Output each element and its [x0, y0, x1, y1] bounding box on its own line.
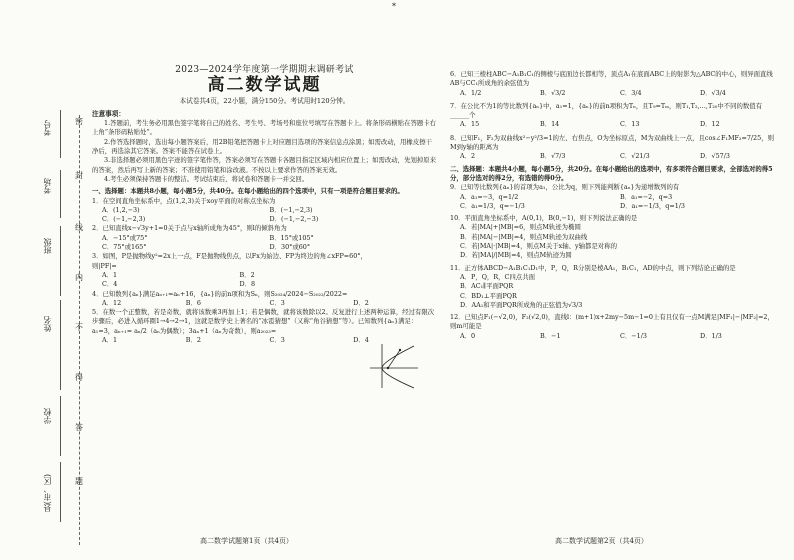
notice-item: 3.非选择题必须用黑色字迹的签字笔作答，答案必须写在答题卡各题目指定区域内相应位置上；如需改动，先划掉原来的答案，然后再写上新的答案；不准使用铅笔和涂改液。不按以上要求作答的答案无效。 — [92, 156, 437, 174]
field-name: 姓名 — [43, 316, 52, 332]
option: C．13 — [620, 120, 640, 129]
notice-item: 4.考生必须保持答题卡的整洁。考试结束后，将试卷和答题卡一并交回。 — [104, 174, 309, 183]
option: C．(−1,−2,3) — [102, 215, 146, 224]
page-title: 高二数学试题 — [207, 75, 322, 96]
seal-char: 线 — [75, 223, 83, 232]
notice-item: 1.答题前，考生务必用黑色签字笔将自己的姓名、考生号、考场号和座位号填写在答题卡上。将条形码横贴在答题卡右上角“条形码粘贴处”。 — [92, 119, 437, 137]
question-options — [92, 299, 437, 308]
option: D．AA₁和平面PQR所成角的正弦值为√3/3 — [460, 300, 583, 309]
option: B．a₁=−2，q=3 — [620, 192, 673, 201]
option: D．a₁=−1/3，q=1/3 — [620, 201, 686, 210]
option: C．75°或165° — [102, 243, 147, 252]
right-column — [450, 70, 780, 341]
option: A．12 — [102, 298, 122, 307]
option: D．8 — [239, 280, 256, 289]
question-stem: 11．正方体ABCD−A₁B₁C₁D₁中，P，Q，R分别是棱AA₁，B₁C₁，AD的中点，则下列结论正确的是 — [450, 263, 736, 272]
option: A．0 — [460, 331, 476, 340]
question-stem: 8．已知F₁，F₂为双曲线x²−y²/3=1的左、右焦点，O为坐标原点，M为双曲线上一点，且cos∠F₁MF₂=7/25，则M到y轴的距离为 — [450, 133, 774, 152]
option: A．1/2 — [460, 88, 482, 97]
question-options — [92, 234, 437, 253]
question-options — [450, 273, 780, 310]
option: D．30°或60° — [269, 243, 311, 252]
option: D．√57/3 — [700, 152, 730, 161]
notice-item: 2.作答选择题时，选出每小题答案后，用2B铅笔把答题卡上对应题目选项的答案信息点涂黑；如需改动，用橡皮擦干净后，再选涂其它答案。答案不能答在试卷上。 — [92, 137, 432, 156]
option: D．2 — [353, 298, 369, 307]
question-stem: 12．已知点F₁(−√2,0)，F₂(√2,0)，直线l：(m+1)x+2my−5m−1=0上有且仅有一点M满足|MF₁|−|MF₂|=2，则m可能是 — [450, 313, 774, 331]
question-stem: 4．已知数列{aₙ}满足aₙ₊₁=aₙ+16，{aₙ}的前n项和为Sₙ，则S₂₀₂₄/2024−S₂₀₂₂/2022= — [92, 289, 348, 298]
option: C．3 — [269, 298, 285, 307]
option: C．−1/3 — [620, 331, 647, 340]
blank-line — [60, 110, 61, 158]
top-mark: * — [392, 2, 396, 11]
blank-line — [60, 300, 61, 390]
option: D．1/3 — [700, 331, 722, 340]
seal-char: 密 — [75, 117, 83, 126]
option: B．(−1,−2,3) — [269, 205, 313, 214]
section-heading: 一、选择题：本题共8小题，每小题5分，共40分。在每小题给出的四个选项中，只有一项是符合题目要求的。 — [92, 187, 404, 196]
option: A．1 — [102, 336, 118, 345]
question-stem: 2．已知直线x−√3y+1=0关于点与x轴所成角为45°，则l的倾斜角为 — [92, 224, 287, 233]
option: C．a₁=1/3，q=−1/3 — [460, 201, 525, 210]
question-stem: 9．已知等比数列{aₙ}的首项为a₁，公比为q，则下列能判断{aₙ}为递增数列的有 — [450, 183, 680, 192]
option: B．若|MA|−|MB|=4，则点M轨迹为双曲线 — [460, 232, 588, 241]
parabola-figure — [368, 342, 420, 390]
point-p-marker — [399, 349, 401, 351]
binding-strip — [0, 0, 70, 560]
blank-line — [60, 170, 61, 218]
option: A．2 — [460, 152, 476, 161]
option: B．−1 — [540, 331, 561, 340]
field-county: 县(市、区) — [43, 474, 52, 513]
seal-char: 不 — [75, 323, 83, 332]
question-stem: 5．在数一个正整数，若是奇数，就将该数乘3再加上1；若是偶数，就将该数除以2。反复进行上述两种运算，经过有限次步骤后，必进入循环圈1→4→2→1，这就是数学史上著名的“冰雹猜想”（又称“角谷猜想”等）。已知数列{aₙ}满足：a₁=3，aₙ₊₁= aₙ/2（aₙ为偶数）；3aₙ+1（aₙ为奇数），则a₂₀₂₃= — [92, 308, 435, 335]
field-exam-number: 考号 — [43, 120, 52, 136]
question-stem: 3．如图，P是抛物线y²=2x上一点，F是抛物线焦点，以Fx为始边、FP为终边的角∠xFP=60°，则|PF|= — [92, 252, 367, 270]
question-options — [92, 271, 437, 290]
seal-char: 得 — [75, 373, 83, 382]
focus-f-marker — [387, 367, 389, 369]
question-stem: 6．已知三棱柱ABC−A₁B₁C₁的侧棱与底面边长都相等，顶点A₁在底面ABC上的射影为△ABC的中心，则异面直线AB与CC₁所成角的余弦值为 — [450, 70, 773, 88]
option: C．3/4 — [620, 88, 642, 97]
question-options — [92, 206, 437, 225]
option: B．15°或105° — [269, 233, 314, 242]
blank-line — [60, 462, 61, 522]
option: C．若|MA|·|MB|=4，则点M关于x轴、y轴都是对称的 — [460, 242, 617, 251]
notice-heading: 注意事项： — [92, 109, 125, 118]
option: B．√7/3 — [540, 152, 566, 161]
option: A．15 — [460, 120, 480, 129]
option: A．若|MA|+|MB|=6，则点M轨迹为椭圆 — [460, 223, 581, 232]
option: C．3 — [269, 336, 285, 345]
field-school: 学校 — [43, 408, 52, 424]
question-options — [450, 152, 780, 161]
option: D．12 — [700, 120, 720, 129]
option: B．√3/2 — [540, 88, 566, 97]
exam-info: 本试卷共4页，22小题，满分150分。考试用时120分钟。 — [179, 96, 350, 105]
parabola-curve — [382, 346, 414, 388]
left-column — [92, 66, 437, 345]
option: C．4 — [102, 280, 118, 289]
option: A．1 — [102, 270, 118, 279]
seal-char: 题 — [75, 477, 83, 486]
option: D．√3/4 — [700, 88, 726, 97]
option: B．2 — [239, 270, 255, 279]
question-stem: 1．在空间直角坐标系中，点(1,2,3)关于xoy平面的对称点坐标为 — [92, 196, 276, 205]
question-options — [450, 89, 780, 98]
focal-segment — [388, 350, 400, 368]
option: D．(−1,−2,−3) — [269, 215, 319, 224]
question-options — [450, 332, 780, 341]
question-stem: 7．在公比不为1的等比数列{aₙ}中，a₁=1，{aₙ}的前n项积为Tₙ，且T₉=Tₘ，则T₁,T₂,…,T₂₀中不同的数值有______个 — [450, 101, 763, 120]
option: C．√21/3 — [620, 152, 650, 161]
option: B．6 — [185, 298, 201, 307]
section-heading: 二、选择题：本题共4小题，每小题5分，共20分。在每小题给出的选项中，有多项符合题目要求，全部选对的得5分，部分选对的得2分，有选错的得0分。 — [450, 164, 773, 182]
field-class: 班级 — [43, 238, 52, 254]
question-options — [450, 193, 780, 212]
option: A．P，Q，R，C四点共面 — [460, 272, 535, 281]
option: B．2 — [185, 336, 201, 345]
blank-line — [60, 226, 61, 296]
question-stem: 10．平面直角坐标系中，A(0,1)，B(0,−1)，则下列说法正确的是 — [450, 214, 638, 223]
seal-char: 封 — [75, 171, 83, 180]
option: B．AC₁∥平面PQR — [460, 282, 514, 291]
blank-line — [60, 396, 61, 456]
option: A．−15°或75° — [102, 233, 148, 242]
option: D．若|MA|/|MB|=4，则点M轨迹为圆 — [460, 251, 572, 260]
option: A．(1,2,−3) — [102, 205, 140, 214]
option: C．BD₁⊥平面PQR — [460, 291, 517, 300]
option: D．4 — [353, 336, 369, 345]
question-options — [450, 120, 780, 129]
footer-left: 高二数学试题第1页（共4页） — [200, 537, 293, 545]
seal-char: 内 — [75, 273, 83, 282]
question-options — [450, 223, 780, 260]
option: B．14 — [540, 120, 560, 129]
seal-char: 答 — [75, 423, 83, 432]
option: A．a₁=−3，q=1/2 — [460, 192, 519, 201]
exam-title: 2023—2024学年度第一学期期末调研考试 — [175, 65, 354, 75]
field-exam-room: 考场 — [43, 178, 52, 194]
footer-right: 高二数学试题第2页（共4页） — [555, 537, 648, 545]
